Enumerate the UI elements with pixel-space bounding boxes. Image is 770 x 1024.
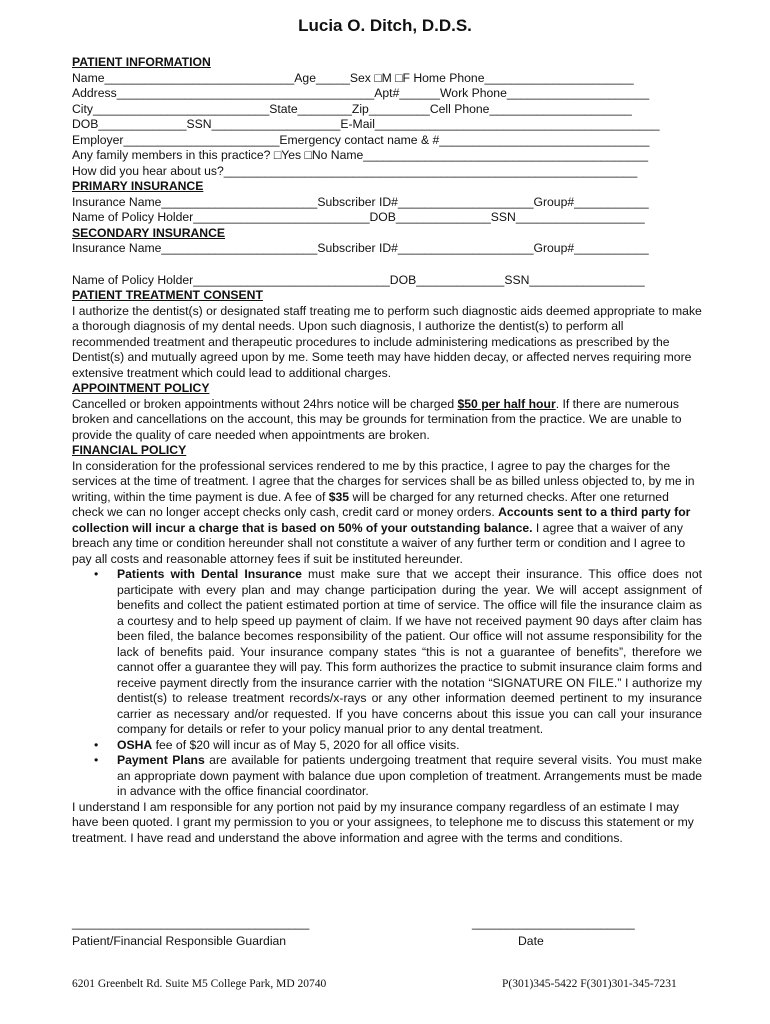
signature-line[interactable]: ___________________________________ bbox=[72, 916, 310, 930]
primary-insurance-line[interactable]: Insurance Name_______________________Subscriber ID#____________________Group#___________ bbox=[72, 194, 649, 209]
section-header-secondary-insurance: SECONDARY INSURANCE bbox=[72, 225, 226, 240]
financial-text-c: I agree that a waiver of any breach any time or condition hereunder shall not constitute a waiver of any further term or condition and I agree to pay all costs and reasonable attorney fees if suit be instituted hereunder. bbox=[72, 520, 686, 566]
financial-text-b: will be charged for any returned checks. After one returned check we can no longer accept checks only cash, credit card or money orders. bbox=[72, 489, 669, 519]
bullet-title: Patients with Dental Insurance bbox=[117, 567, 302, 581]
collection-notice: Accounts sent to a third party for collection will incur a charge that is based on 50% of your outstanding balance. bbox=[72, 505, 691, 535]
closing-statement: I understand I am responsible for any portion not paid by my insurance company regardless of an estimate I may have been quoted. I grant my permission to you or your assignees, to telephone me to discuss this statement or my treatment. I have read and understand the above information and agree with the terms and conditions. bbox=[72, 799, 694, 845]
patient-info-line[interactable]: Address______________________________________Apt#______Work Phone_____________________ bbox=[72, 86, 650, 100]
footer-address: 6201 Greenbelt Rd. Suite M5 College Park, MD 20740 bbox=[72, 978, 327, 990]
practice-title: Lucia O. Ditch, D.D.S. bbox=[298, 16, 472, 35]
financial-bullets bbox=[72, 567, 702, 800]
patient-info-line[interactable]: How did you hear about us?_____________________________________________________________ bbox=[72, 163, 638, 178]
bullet-text: are available for patients undergoing treatment that require several visits. You must make an appropriate down payment with balance due upon completion of treatment. Arrangements must be made in advance with the office financial coordinator. bbox=[117, 753, 702, 798]
patient-info-line[interactable]: DOB_____________SSN___________________E-Mail__________________________________________ bbox=[72, 117, 660, 131]
bullet-payment-plans bbox=[117, 753, 702, 800]
section-header-patient-info: PATIENT INFORMATION bbox=[72, 55, 211, 69]
appointment-text-b: . If there are numerous broken and cancellations on the account, this may be grounds for termination from the practice. We are unable to provide the quality of care needed when appointments are broken. bbox=[72, 396, 682, 442]
bullet-dental-insurance bbox=[117, 567, 702, 738]
financial-text-a: In consideration for the professional services rendered to me by this practice, I agree to pay the charges for the services at the time of treatment. I agree that the charges for services shall be as billed unless objected to, by me in writing, within the time payment is due. A fee of bbox=[72, 458, 695, 504]
date-line[interactable]: ________________________ bbox=[472, 916, 635, 930]
patient-info-line[interactable]: City__________________________State________Zip_________Cell Phone_____________________ bbox=[72, 101, 632, 116]
footer-phones: P(301)345-5422 F(301)301-345-7231 bbox=[502, 978, 677, 990]
patient-info-line[interactable]: Name____________________________Age_____Sex □M □F Home Phone______________________ bbox=[72, 70, 634, 85]
appointment-fee: $50 per half hour bbox=[457, 396, 556, 411]
bullet-text: fee of $20 will incur as of May 5, 2020 for all office visits. bbox=[152, 737, 460, 752]
appointment-text-a: Cancelled or broken appointments without 24hrs notice will be charged bbox=[72, 396, 458, 411]
section-header-appointment-policy: APPOINTMENT POLICY bbox=[72, 381, 210, 395]
patient-info-line[interactable]: Any family members in this practice? □Yes □No Name__________________________________________ bbox=[72, 148, 648, 162]
patient-info-line[interactable]: Employer_______________________Emergency contact name & #_______________________________ bbox=[72, 132, 650, 147]
treatment-consent-text: I authorize the dentist(s) or designated staff treating me to perform such diagnostic aids deemed appropriate to make a thorough diagnosis of my dental needs. Upon such diagnosis, I authorize the dentist(s) to perform all recommended treatment and therapeutic procedures to include administering medications as prescribed by the Dentist(s) and mutually agreed upon by me. Some teeth may have hidden decay, or affected nerves requiring more extensive treatment which could lead to additional charges. bbox=[72, 303, 702, 380]
section-header-financial-policy: FINANCIAL POLICY bbox=[72, 443, 187, 457]
returned-check-fee: $35 bbox=[328, 489, 350, 504]
section-header-treatment-consent: PATIENT TREATMENT CONSENT bbox=[72, 288, 263, 302]
date-label: Date bbox=[518, 934, 544, 948]
section-header-primary-insurance: PRIMARY INSURANCE bbox=[72, 179, 204, 193]
bullet-text: must make sure that we accept their insurance. This office does not participate with every plan and may change participation during the year. We will accept assignment of benefits and collect the patient estimated portion at time of service. The office will file the insurance claim as a courtesy and to help speed up payment of claim. If we have not received payment 90 days after claim has been filed, the balance becomes responsibility of the patient. Our office will not assume responsibility for the lack of benefits paid. Your insurance company states “this is not a guarantee of benefits”, therefore we cannot offer a guarantee they will pay. This form authorizes the practice to submit insurance claim forms and receive payment directly from the insurance carrier with the notation “SIGNATURE ON FILE.” I authorize my dentist(s) to release treatment records/x-rays or any other information deemed pertinent to my insurance carrier as necessary and/or requested. If you have concerns about this issue you can call your insurance company for details or refer to your policy manual prior to any dental treatment. bbox=[117, 567, 702, 736]
secondary-insurance-line[interactable]: Insurance Name_______________________Subscriber ID#____________________Group#___________ bbox=[72, 241, 649, 255]
form-content bbox=[72, 55, 702, 846]
bullet-title: OSHA bbox=[117, 737, 153, 752]
secondary-insurance-line[interactable]: Name of Policy Holder_____________________________DOB_____________SSN_________________ bbox=[72, 272, 645, 287]
signature-label: Patient/Financial Responsible Guardian bbox=[72, 934, 287, 948]
spacer bbox=[72, 257, 702, 273]
bullet-title: Payment Plans bbox=[117, 753, 205, 767]
primary-insurance-line[interactable]: Name of Policy Holder__________________________DOB______________SSN___________________ bbox=[72, 210, 645, 224]
bullet-osha bbox=[117, 738, 702, 754]
appointment-policy-text bbox=[72, 397, 702, 444]
financial-policy-text bbox=[72, 459, 702, 568]
